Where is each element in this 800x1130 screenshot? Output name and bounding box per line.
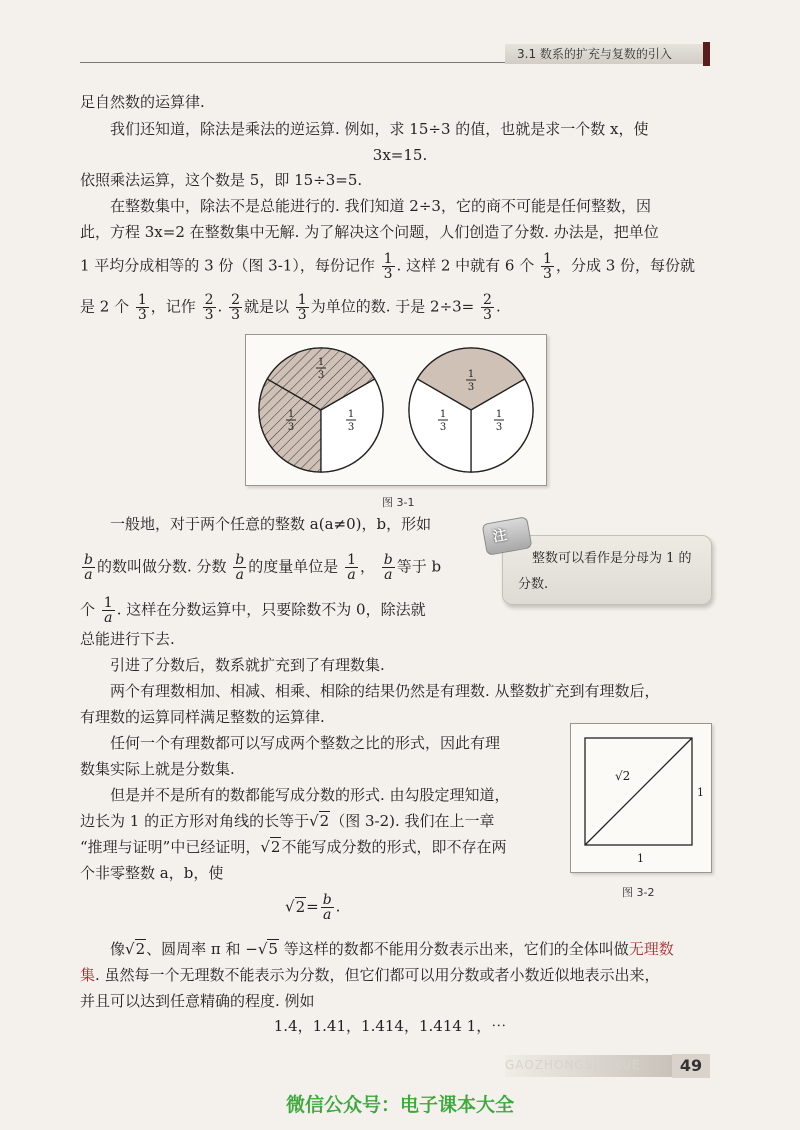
svg-text:1: 1	[439, 409, 447, 420]
text-line: 足自然数的运算律.	[80, 93, 205, 111]
figure-3-1-caption: 图 3-1	[382, 496, 415, 509]
svg-text:1: 1	[287, 409, 295, 420]
svg-text:1: 1	[347, 409, 355, 420]
diagonal	[585, 738, 692, 845]
fraction: $\frac{1}{3}$	[543, 251, 552, 282]
text-line: 数集实际上就是分数集.	[80, 760, 235, 778]
text-line: 在整数集中，除法不是总能进行的. 我们知道 2÷3，它的商不可能是任何整数，因	[110, 197, 651, 215]
fraction: $\frac{1}{a}$	[347, 552, 356, 583]
text-line: 个 $\frac{1}{a}$ . 这样在分数运算中，只要除数不为 0，除法就	[80, 595, 426, 626]
text-line: 有理数的运算同样满足整数的运算律.	[80, 708, 325, 726]
text-line: 依照乘法运算，这个数是 5，即 15÷3=5.	[80, 171, 363, 189]
equation: √2= $\frac{b}{a}$ .	[285, 892, 341, 923]
fraction: $\frac{b}{a}$	[383, 552, 393, 583]
fraction: $\frac{b}{a}$	[84, 552, 93, 583]
section-title: 3.1 数系的扩充与复数的引入	[517, 47, 672, 61]
note-text: 整数可以看作是分母为 1 的分数.	[518, 551, 692, 592]
section-header	[505, 44, 705, 64]
svg-text:3: 3	[467, 382, 475, 393]
term-irrational: 无理数	[628, 940, 674, 958]
footer-logo: GAOZHONGSHUXUE	[505, 1058, 641, 1072]
square-diagram	[571, 724, 711, 872]
fraction: $\frac{1}{3}$	[383, 251, 393, 282]
text-line: $\frac{b}{a}$ 的数叫做分数. 分数 $\frac{b}{a}$ 的度量单位是 $\frac{1}{a}$ ， $\frac{b}{a}$ 等于 b	[84, 552, 442, 583]
text-line: 集. 虽然每一个无理数不能表示为分数，但它们都可以用分数或者小数近似地表示出来，	[80, 966, 660, 984]
figure-3-2-caption: 图 3-2	[622, 886, 655, 899]
fraction: $\frac{1}{3}$	[297, 292, 307, 323]
figure-3-1	[245, 334, 547, 486]
svg-text:3: 3	[439, 422, 447, 433]
text-line: 边长为 1 的正方形对角线的长等于√2（图 3-2). 我们在上一章	[80, 812, 495, 830]
page-number: 49	[672, 1054, 710, 1078]
fraction: $\frac{2}{3}$	[483, 292, 492, 323]
svg-text:3: 3	[495, 422, 503, 433]
text-line: 个非零整数 a，b，使	[80, 864, 224, 882]
text-line: 但是并不是所有的数都能写成分数的形式. 由勾股定理知道，	[110, 786, 510, 804]
text-line: “推理与证明”中已经证明，√2不能写成分数的形式，即不存在两	[80, 838, 507, 856]
fraction: $\frac{b}{a}$	[235, 552, 245, 583]
text-line: 两个有理数相加、相减、相乘、相除的结果仍然是有理数. 从整数扩充到有理数后，	[110, 682, 660, 700]
text-line: 我们还知道，除法是乘法的逆运算. 例如，求 15÷3 的值，也就是求一个数 x，使	[110, 120, 649, 138]
label-num: 1	[317, 357, 325, 368]
header-accent-bar	[703, 42, 710, 66]
svg-text:3: 3	[347, 422, 355, 433]
note-icon: 注	[482, 516, 533, 556]
svg-text:1: 1	[495, 409, 503, 420]
figure-3-2	[570, 723, 712, 873]
fraction: $\frac{1}{3}$	[137, 292, 147, 323]
svg-text:1: 1	[467, 369, 475, 380]
side-bottom-label: 1	[637, 852, 644, 865]
watermark: 微信公众号：电子课本大全	[285, 1094, 514, 1116]
term-irrational-set: 集	[80, 966, 96, 984]
text-line: 总能进行下去.	[80, 630, 175, 648]
text-line: 一般地，对于两个任意的整数 a(a≠0)，b，形如	[110, 515, 432, 533]
fraction: $\frac{1}{a}$	[103, 595, 113, 626]
fraction: $\frac{2}{3}$	[231, 292, 240, 323]
svg-text:3: 3	[317, 370, 325, 381]
pie-diagrams	[246, 335, 546, 485]
side-right-label: 1	[697, 786, 704, 799]
equation: 3x=15.	[372, 146, 428, 164]
svg-text:3: 3	[287, 422, 295, 433]
decimal-sequence: 1.4，1.41，1.414，1.414 1，⋯	[273, 1017, 507, 1035]
fraction: $\frac{b}{a}$	[322, 892, 332, 923]
text-line: 像√2、圆周率 π 和 −√5 等这样的数都不能用分数表示出来，它们的全体叫做无理数	[110, 940, 674, 958]
text-line: 引进了分数后，数系就扩充到了有理数集.	[110, 656, 385, 674]
text-line: 任何一个有理数都可以写成两个整数之比的形式，因此有理	[110, 734, 501, 752]
fraction: $\frac{2}{3}$	[204, 292, 214, 323]
diagonal-label: √2	[615, 769, 631, 783]
text-line: 1 平均分成相等的 3 份（图 3-1），每份记作 $\frac{1}{3}$ . 这样 2 中就有 6 个 $\frac{1}{3}$ ，分成 3 份，每份就	[80, 251, 696, 282]
text-line: 此，方程 3x=2 在整数集中无解. 为了解决这个问题，人们创造了分数. 办法是，把单位	[80, 223, 659, 241]
text-line: 是 2 个 $\frac{1}{3}$ ，记作 $\frac{2}{3}$ . $\frac{2}{3}$ 就是以 $\frac{1}{3}$ 为单位的数. 于是 2÷3= $\frac{2}{3}$ .	[80, 292, 501, 323]
text-line: 并且可以达到任意精确的程度. 例如	[80, 992, 315, 1010]
